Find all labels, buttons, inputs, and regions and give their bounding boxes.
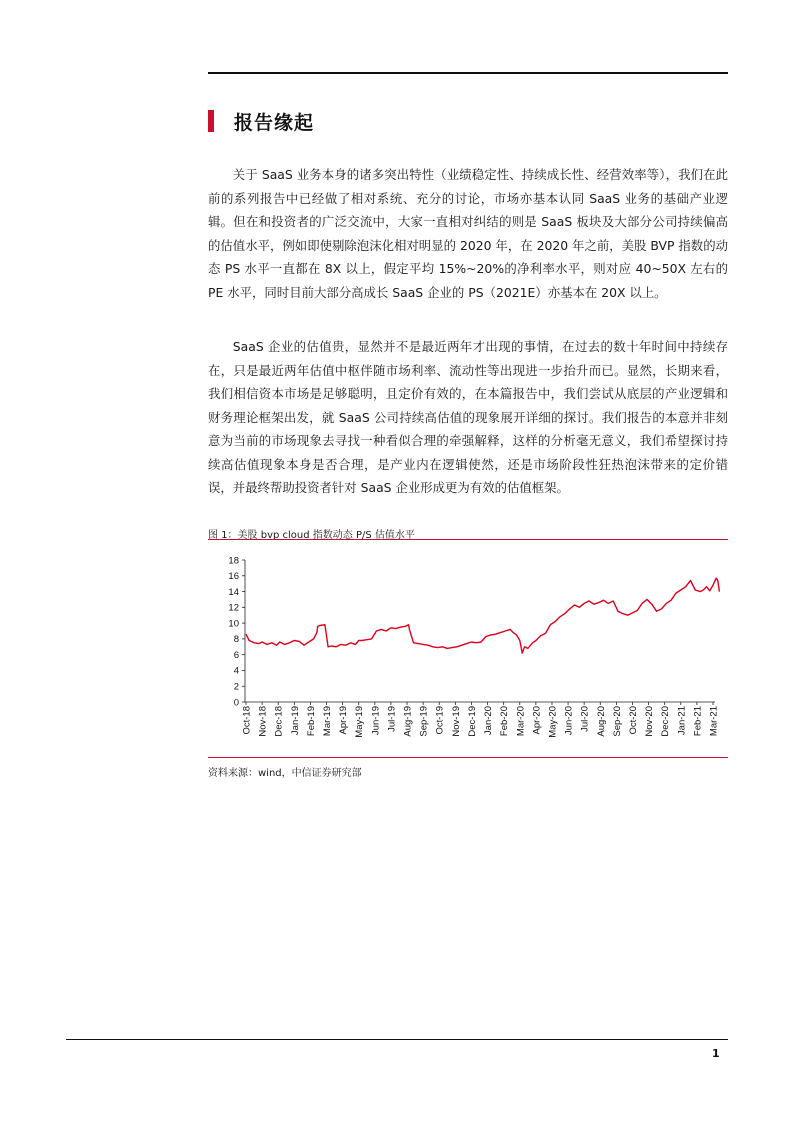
x-tick-label: Mar-19: [322, 706, 334, 737]
y-tick-label: 0: [233, 697, 239, 709]
x-tick-label: Oct-20: [627, 706, 639, 735]
section-title: 报告缘起: [234, 111, 315, 134]
y-tick-label: 6: [233, 649, 239, 661]
x-tick-label: Apr-19: [338, 706, 350, 735]
y-tick-label: 10: [228, 618, 239, 630]
x-tick-label: Dec-20: [660, 706, 672, 737]
x-tick-label: Mar-20: [515, 706, 527, 737]
figure-source: 资料来源：wind，中信证券研究部: [208, 768, 362, 779]
y-tick-label: 8: [233, 634, 239, 646]
x-tick-label: Jul-20: [579, 706, 591, 732]
x-tick-label: Oct-19: [434, 706, 446, 735]
series-line: [246, 578, 719, 653]
page-number: 1: [712, 1047, 720, 1060]
x-tick-label: Sep-19: [418, 706, 430, 737]
x-tick-label: Feb-20: [499, 706, 511, 737]
paragraph-text: SaaS 企业的估值贵，显然并不是最近两年才出现的事情，在过去的数十年时间中持续存在，只是最近两年估值中枢伴随市场利率、流动性等出现进一步抬升而已。显然，长期来看，我们相信资本市场是足够聪明，且定价有效的，在本篇报告中，我们尝试从底层的产业逻辑和财务理论框架出发，就 SaaS 公司持续高估值的现象展开详细的探讨。我们报告的本意并非刻意为当前的市场现象去寻找一种看似合理的牵强解释，这样的分析毫无意义，我们希望探讨持续高估值现象本身是否合理，是产业内在逻辑使然，还是市场阶段性狂热泡沫带来的定价错误，并最终帮助投资者针对 SaaS 企业形成更为有效的估值框架。: [208, 339, 728, 495]
y-tick-label: 14: [228, 586, 239, 598]
section-accent-bar: [208, 110, 214, 132]
footer-rule: [66, 1039, 728, 1040]
x-tick-label: Dec-19: [466, 706, 478, 737]
x-tick-label: Mar-21: [708, 706, 720, 737]
x-tick-label: Jan-20: [483, 706, 495, 736]
x-tick-label: Feb-19: [305, 706, 317, 737]
x-axis: [242, 702, 720, 738]
figure-bottom-rule: [208, 757, 728, 758]
x-tick-label: Apr-20: [531, 706, 543, 735]
y-tick-label: 12: [228, 602, 239, 614]
x-tick-label: Jun-19: [370, 706, 382, 736]
body-paragraph-1: [208, 163, 728, 304]
x-tick-label: Jan-21: [676, 706, 688, 736]
figure-top-rule: [208, 539, 728, 540]
x-tick-label: May-20: [547, 706, 559, 738]
ps-valuation-line-chart: [208, 548, 728, 756]
y-axis: [228, 555, 245, 708]
x-tick-label: Aug-20: [595, 706, 607, 737]
y-tick-label: 2: [233, 681, 239, 693]
y-tick-label: 4: [233, 665, 239, 677]
x-tick-label: Nov-20: [644, 706, 656, 737]
x-tick-label: Nov-19: [450, 706, 462, 737]
x-tick-label: Sep-20: [611, 706, 623, 737]
x-tick-label: Jun-20: [563, 706, 575, 736]
x-tick-label: Jan-19: [289, 706, 301, 736]
x-tick-label: Aug-19: [402, 706, 414, 737]
body-paragraph-2: [208, 335, 728, 500]
paragraph-text: 关于 SaaS 业务本身的诸多突出特性（业绩稳定性、持续成长性、经营效率等），我们在此前的系列报告中已经做了相对系统、充分的讨论，市场亦基本认同 SaaS 业务的基础产业逻辑。但在和投资者的广泛交流中，大家一直相对纠结的则是 SaaS 板块及大部分公司持续偏高的估值水平，例如即使剔除泡沫化相对明显的 2020 年，在 2020 年之前，美股 BVP 指数的动态 PS 水平一直都在 8X 以上，假定平均 15%~20%的净利率水平，则对应 40~50X 左右的 PE 水平，同时目前大部分高成长 SaaS 企业的 PS（2021E）亦基本在 20X 以上。: [208, 167, 728, 300]
figure-caption: 图 1：美股 bvp cloud 指数动态 P/S 估值水平: [208, 530, 415, 541]
x-tick-label: Feb-21: [692, 706, 704, 737]
x-tick-label: Jul-19: [386, 706, 398, 732]
x-tick-label: Nov-18: [257, 706, 269, 737]
y-tick-label: 18: [228, 555, 239, 567]
x-tick-label: Oct-18: [241, 706, 253, 735]
x-tick-label: Dec-18: [273, 706, 285, 737]
section-heading: [208, 107, 314, 135]
header-rule: [208, 72, 728, 74]
y-tick-label: 16: [228, 571, 239, 583]
x-tick-label: May-19: [354, 706, 366, 738]
